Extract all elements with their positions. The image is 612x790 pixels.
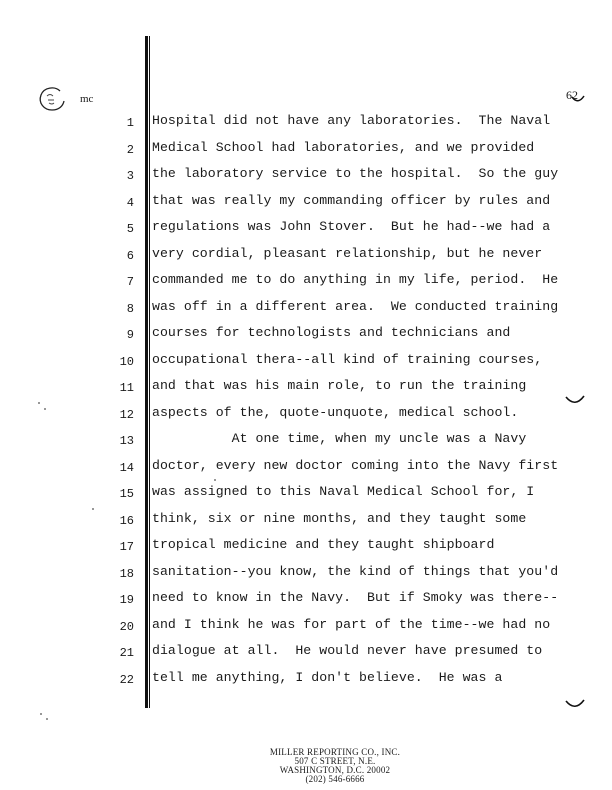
line-number: 20 (119, 619, 134, 634)
line-number: 22 (119, 672, 134, 687)
transcript-line (0, 613, 612, 640)
transcript-line (0, 639, 612, 666)
line-text: At one time, when my uncle was a Navy (152, 431, 527, 446)
transcript-line (0, 321, 612, 348)
scan-speck (92, 508, 94, 510)
line-text: Hospital did not have any laboratories. The Naval (152, 113, 551, 128)
line-number: 8 (126, 301, 134, 316)
line-number: 3 (126, 169, 134, 183)
line-text: tropical medicine and they taught shipboard (152, 537, 495, 552)
line-number: 18 (119, 566, 134, 581)
transcript-line (0, 427, 612, 454)
line-text: commanded me to do anything in my life, period. He (152, 272, 559, 287)
line-number: 16 (119, 513, 134, 528)
line-number: 19 (119, 593, 134, 607)
line-text: and I think he was for part of the time--we had no (152, 616, 551, 632)
line-text: was off in a different area. We conducted training (152, 298, 559, 314)
line-number: 14 (119, 460, 134, 475)
transcript-line (0, 586, 612, 613)
scan-speck (40, 713, 42, 715)
scan-speck (38, 402, 40, 404)
hook-mark-icon (564, 698, 586, 712)
line-text: dialogue at all. He would never have presumed to (152, 643, 543, 658)
line-number: 5 (126, 222, 134, 236)
line-text: need to know in the Navy. But if Smoky was there-- (152, 590, 559, 605)
line-text: the laboratory service to the hospital. So the guy (152, 166, 559, 181)
line-number: 1 (126, 116, 134, 130)
transcript-line (0, 215, 612, 242)
line-number: 9 (126, 328, 134, 342)
line-text: that was really my commanding officer by rules and (152, 192, 551, 208)
line-number: 10 (119, 354, 134, 369)
transcript-line (0, 401, 612, 428)
line-text: doctor, every new doctor coming into the Navy first (152, 457, 559, 473)
line-number: 11 (119, 381, 134, 395)
hook-mark-icon (570, 94, 586, 106)
reporter-footer (250, 748, 420, 784)
line-number: 6 (126, 248, 134, 263)
line-number: 12 (119, 407, 134, 422)
page-number: 62 (566, 88, 578, 102)
transcript-line (0, 242, 612, 269)
line-number: 2 (126, 142, 134, 157)
transcript-line (0, 109, 612, 136)
line-text: tell me anything, I don't believe. He was a (152, 669, 503, 685)
transcript-line (0, 533, 612, 560)
transcript-line (0, 162, 612, 189)
footer-city: WASHINGTON, D.C. 20002 (279, 765, 391, 775)
line-text: sanitation--you know, the kind of things that you'd (152, 563, 559, 579)
line-number: 13 (119, 434, 134, 448)
scan-speck (214, 479, 216, 481)
line-number: 7 (126, 275, 134, 289)
footer-phone: (202) 546-6666 (305, 774, 365, 784)
footer-company: MILLER REPORTING CO., INC. (269, 747, 401, 757)
line-text: was assigned to this Naval Medical School for, I (152, 484, 535, 499)
line-text: courses for technologists and technicians and (152, 325, 511, 340)
scan-speck (46, 718, 48, 720)
transcript-line (0, 348, 612, 375)
transcript-line (0, 507, 612, 534)
transcript-line (0, 136, 612, 163)
line-number: 15 (119, 487, 134, 501)
scan-speck (44, 408, 46, 410)
transcript-line (0, 268, 612, 295)
line-text: think, six or nine months, and they taught some (152, 510, 527, 526)
line-number: 4 (126, 195, 134, 210)
line-text: occupational thera--all kind of training courses, (152, 351, 543, 367)
transcript-line (0, 295, 612, 322)
transcript-lines (0, 109, 612, 692)
line-number: 17 (119, 540, 134, 554)
line-text: Medical School had laboratories, and we provided (152, 139, 535, 155)
footer-street: 507 C STREET, N.E. (294, 756, 376, 766)
line-text: regulations was John Stover. But he had--we had a (152, 219, 551, 234)
transcript-line (0, 560, 612, 587)
transcript-line (0, 374, 612, 401)
line-number: 21 (119, 646, 134, 660)
line-text: aspects of the, quote-unquote, medical school. (152, 404, 519, 420)
transcript-line (0, 480, 612, 507)
transcript-line (0, 666, 612, 693)
line-text: and that was his main role, to run the training (152, 378, 527, 393)
reporter-initials: mc (80, 93, 94, 105)
line-text: very cordial, pleasant relationship, but he never (152, 245, 543, 261)
hook-mark-icon (564, 394, 586, 408)
transcript-line (0, 189, 612, 216)
transcript-line (0, 454, 612, 481)
